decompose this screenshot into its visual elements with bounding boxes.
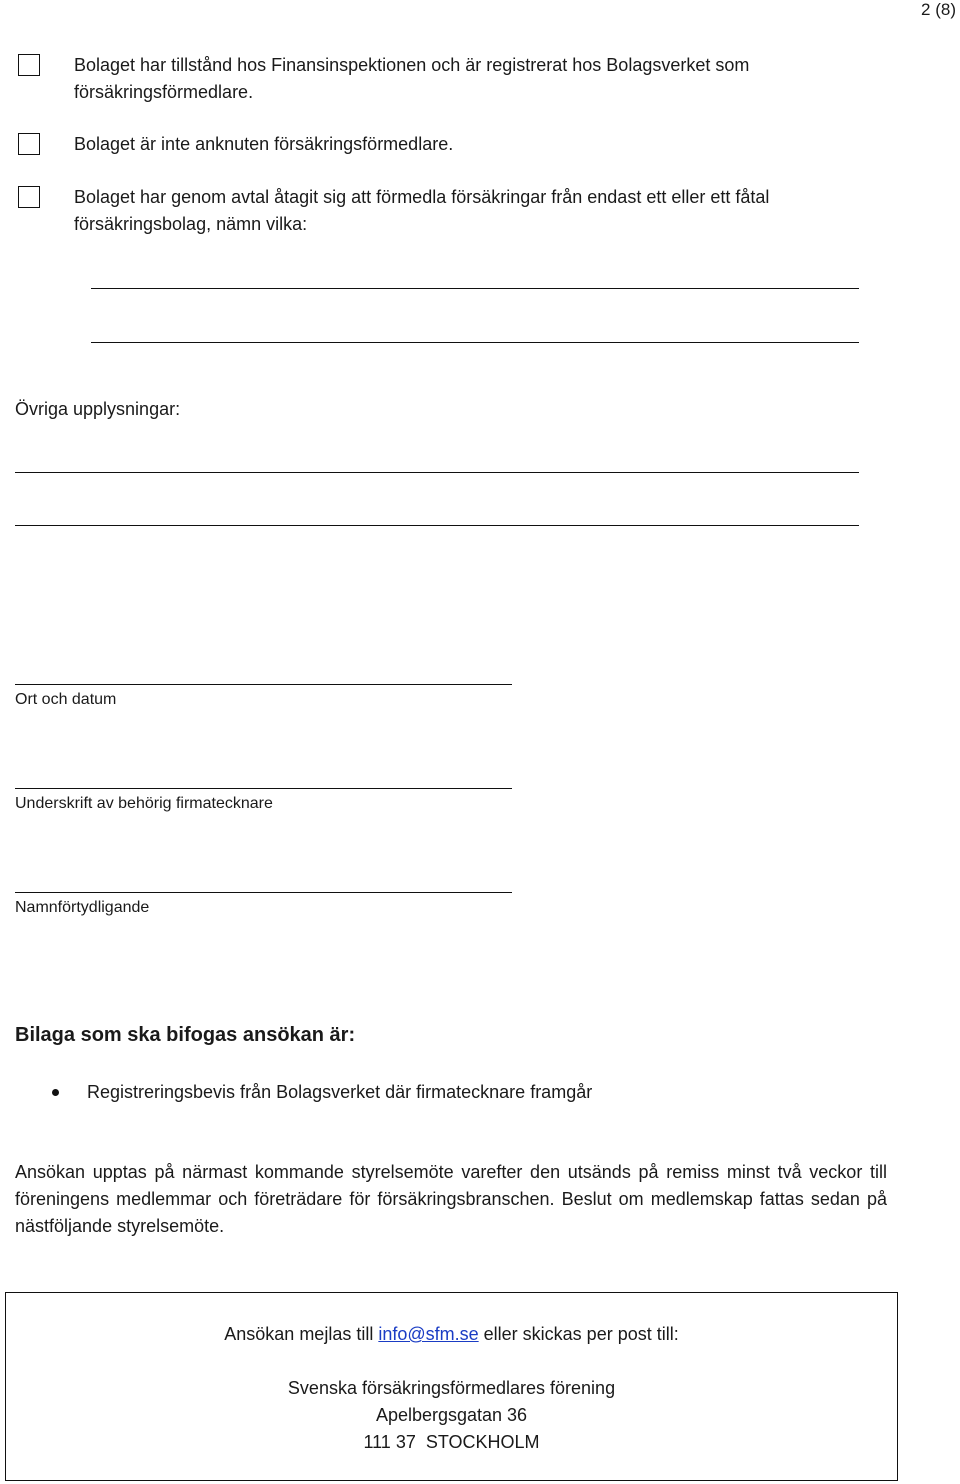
ovriga-line-1[interactable] (15, 472, 859, 473)
contact-line (5, 1321, 898, 1348)
ovriga-line-2[interactable] (15, 525, 859, 526)
contact-street: Apelbergsgatan 36 (375, 1405, 528, 1425)
name-clarification-label: Namnförtydligande (15, 899, 150, 916)
contact-prefix: Ansökan mejlas till (224, 1324, 379, 1344)
option-not-tied-label: Bolaget är inte anknuten försäkringsförmedlare. (74, 134, 454, 154)
page-number: 2 (8) (921, 0, 956, 19)
option-limited-insurers-label: Bolaget har genom avtal åtagit sig att förmedla försäkringar från endast ett eller ett fåtal försäkringsbolag, nämn vilka: (74, 187, 770, 234)
checkbox-not-tied[interactable] (18, 133, 40, 155)
place-date-label: Ort och datum (15, 691, 117, 708)
name-clarification-line[interactable] (15, 892, 512, 893)
process-paragraph: Ansökan upptas på närmast kommande styrelsemöte varefter den utsänds på remiss minst två veckor till föreningens medlemmar och företrädare för försäkringsbranschen. Beslut om medlemskap fattas sedan på nästföljande styrelsemöte. (15, 1162, 887, 1236)
option-registered-label: Bolaget har tillstånd hos Finansinspektionen och är registrerat hos Bolagsverket som försäkringsförmedlare. (74, 55, 750, 102)
email-link[interactable]: info@sfm.se (378, 1324, 479, 1344)
checkbox-limited-insurers[interactable] (18, 186, 40, 208)
contact-suffix: eller skickas per post till: (478, 1324, 679, 1344)
checkbox-registered[interactable] (18, 54, 40, 76)
attachment-heading: Bilaga som ska bifogas ansökan är: (15, 1024, 356, 1046)
bullet-icon (52, 1089, 59, 1096)
place-date-line[interactable] (15, 684, 512, 685)
attachment-item: Registreringsbevis från Bolagsverket där firmatecknare framgår (87, 1082, 593, 1102)
signature-line[interactable] (15, 788, 512, 789)
contact-org: Svenska försäkringsförmedlares förening (287, 1378, 616, 1398)
contact-city: 111 37 STOCKHOLM (363, 1432, 540, 1452)
insurers-line-1[interactable] (91, 288, 859, 289)
signature-label: Underskrift av behörig firmatecknare (15, 795, 273, 812)
insurers-line-2[interactable] (91, 342, 859, 343)
ovriga-label: Övriga upplysningar: (15, 399, 181, 419)
